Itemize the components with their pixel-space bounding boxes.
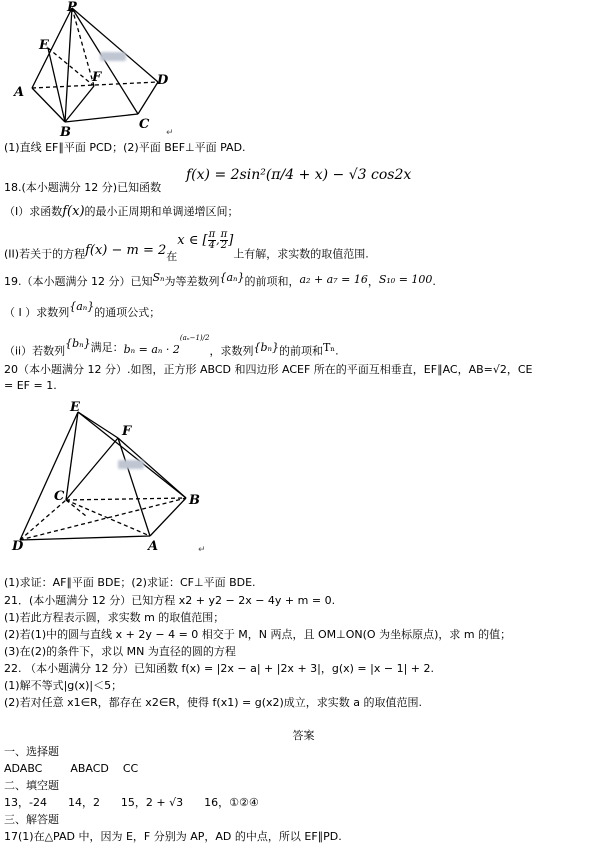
q19-text-a: 19.（本小题满分 12 分）已知: [4, 275, 153, 288]
ans-section-1: 一、选择题: [4, 745, 59, 758]
line-q21-2: (1)若此方程表示圆，求实数 m 的取值范围；: [4, 611, 225, 624]
line-q22-1: 22. （本小题满分 12 分）已知函数 f(x) = |2x − a| + |2x + 3|，g(x) = |x − 1| + 2.: [4, 662, 434, 675]
frac-pi2-den: 2: [220, 240, 228, 251]
redacted-mark: [100, 52, 126, 61]
label2-A: A: [148, 539, 159, 554]
frac-pi4-den: 4: [208, 240, 216, 251]
q18-1-text: （I）求函数: [4, 205, 63, 218]
label2-C: C: [54, 489, 65, 504]
q19-II-text-b: 满足：: [90, 340, 124, 354]
line-q20-1: 20（本小题满分 12 分）.如图，正方形 ABCD 和四边形 ACEF 所在的平面互相垂直，EF∥AC，AB=√2，CE: [4, 363, 533, 376]
q19-II-exp: (aₙ−1)/2: [179, 334, 210, 342]
q19-I-text: （ I ）求数列: [4, 306, 70, 319]
q18-formula: f(x) = 2sin²(π/4 + x) − √3 cos2x: [186, 167, 412, 183]
frac-pi4: [208, 230, 217, 251]
line-q22-3: (2)若对任意 x1∈R，都存在 x2∈R，使得 f(x1) = g(x2)成立，求实数 a 的取值范围.: [4, 696, 423, 709]
ans-fill: 13，-24 14，2 15，2 + √3 16，①②④: [4, 796, 259, 809]
redacted-mark-2: [118, 460, 144, 469]
label-P: P: [67, 0, 77, 15]
q19-an: {aₙ}: [219, 271, 245, 284]
label-C: C: [139, 117, 150, 132]
q18-2-text: (II)若关于的方程: [4, 247, 86, 261]
q18-2-range: x ∈ [ $\frac{\pi}{4}$ , $\frac{\pi}{2}$ ]: [177, 229, 234, 251]
frac-pi2-num: π: [220, 229, 228, 240]
figure-pyramid: [10, 0, 180, 138]
line-q19-II: [4, 334, 339, 359]
frac-pi4-num: π: [208, 229, 216, 240]
return-mark: ↵: [166, 128, 174, 138]
ans-section-2: 二、填空题: [4, 779, 59, 792]
ans-section-3: 三、解答题: [4, 813, 59, 826]
q19-II-formula: bₙ = aₙ · 2: [123, 342, 180, 356]
label-A: A: [14, 85, 25, 100]
line-q21-4: (3)在(2)的条件下，求以 MN 为直径的圆的方程: [4, 645, 236, 658]
line-q17-parts: (1)直线 EF∥平面 PCD；(2)平面 BEF⊥平面 PAD.: [4, 141, 246, 154]
line-q20-2: = EF = 1.: [4, 379, 57, 392]
q19-sn: Sₙ: [152, 271, 165, 284]
q19-II-end: .: [335, 344, 339, 358]
q18-1-fx: f(x): [62, 204, 85, 219]
q19-cond1: a₂ + a₇ = 16: [299, 273, 368, 286]
q19-II-text-d: 的前项和: [278, 344, 323, 358]
q18-2-eq: f(x) − m = 2: [85, 242, 167, 258]
label-D: D: [157, 73, 169, 88]
q18-2-range-close: ]: [228, 232, 234, 248]
q18-2-range-open: x ∈ [: [177, 232, 208, 248]
label-E: E: [39, 38, 49, 53]
q19-II-bn: {bₙ}: [65, 336, 91, 350]
line-q19: 19.（本小题满分 12 分）已知Sₙ为等差数列{aₙ}的前项和，a₂ + a₇ = 16，S₁₀ = 100.: [4, 271, 436, 288]
q18-2-text-b: 上有解，求实数的取值范围.: [233, 247, 369, 261]
answer-title: 答案: [292, 729, 315, 742]
line-q19-I: [4, 300, 161, 320]
q19-I-text-b: 的通项公式；: [94, 306, 161, 319]
ans-choices: ADABC ABACD CC: [4, 762, 139, 775]
q19-text-c: 的前项和，: [244, 275, 300, 288]
q18-2-in: 在: [166, 249, 178, 263]
q18-text: 18.(本小题满分 12 分)已知函数: [4, 181, 162, 194]
q19-text-b: 为等差数列: [164, 275, 220, 288]
line-q18-2: [4, 229, 369, 265]
q19-II-bn2: {bₙ}: [253, 340, 279, 354]
q19-II-tn: Tₙ: [322, 340, 336, 354]
return-mark-2: ↵: [198, 545, 206, 555]
q19-II-text-c: ，求数列: [209, 344, 254, 358]
frac-pi2: [220, 230, 229, 251]
q19-II-text: （ii）若数列: [4, 344, 66, 358]
ans-17: 17(1)在△PAD 中，因为 E，F 分别为 AP，AD 的中点，所以 EF∥PD.: [4, 830, 342, 843]
label2-B: B: [189, 493, 200, 508]
q19-I-an: {aₙ}: [69, 300, 95, 313]
line-q22-2: (1)解不等式|g(x)|＜5；: [4, 679, 123, 692]
q18-1-text-b: 的最小正周期和单调递增区间；: [84, 205, 239, 218]
label2-F: F: [122, 424, 132, 439]
line-q18: [4, 180, 161, 195]
label-B: B: [60, 125, 71, 138]
figure-square-acef: [8, 398, 218, 558]
line-q20-3: (1)求证：AF∥平面 BDE；(2)求证：CF⊥平面 BDE.: [4, 576, 256, 589]
label2-D: D: [12, 539, 24, 554]
q19-cond2: S₁₀ = 100: [378, 273, 433, 286]
line-q18-1: [4, 204, 239, 219]
label-F: F: [92, 70, 102, 85]
line-q21-1: 21．(本小题满分 12 分）已知方程 x2 + y2 − 2x − 4y + m = 0.: [4, 594, 336, 607]
label2-E: E: [70, 400, 80, 415]
line-q21-3: (2)若(1)中的圆与直线 x + 2y − 4 = 0 相交于 M，N 两点，且 OM⊥ON(O 为坐标原点)，求 m 的值；: [4, 628, 512, 641]
